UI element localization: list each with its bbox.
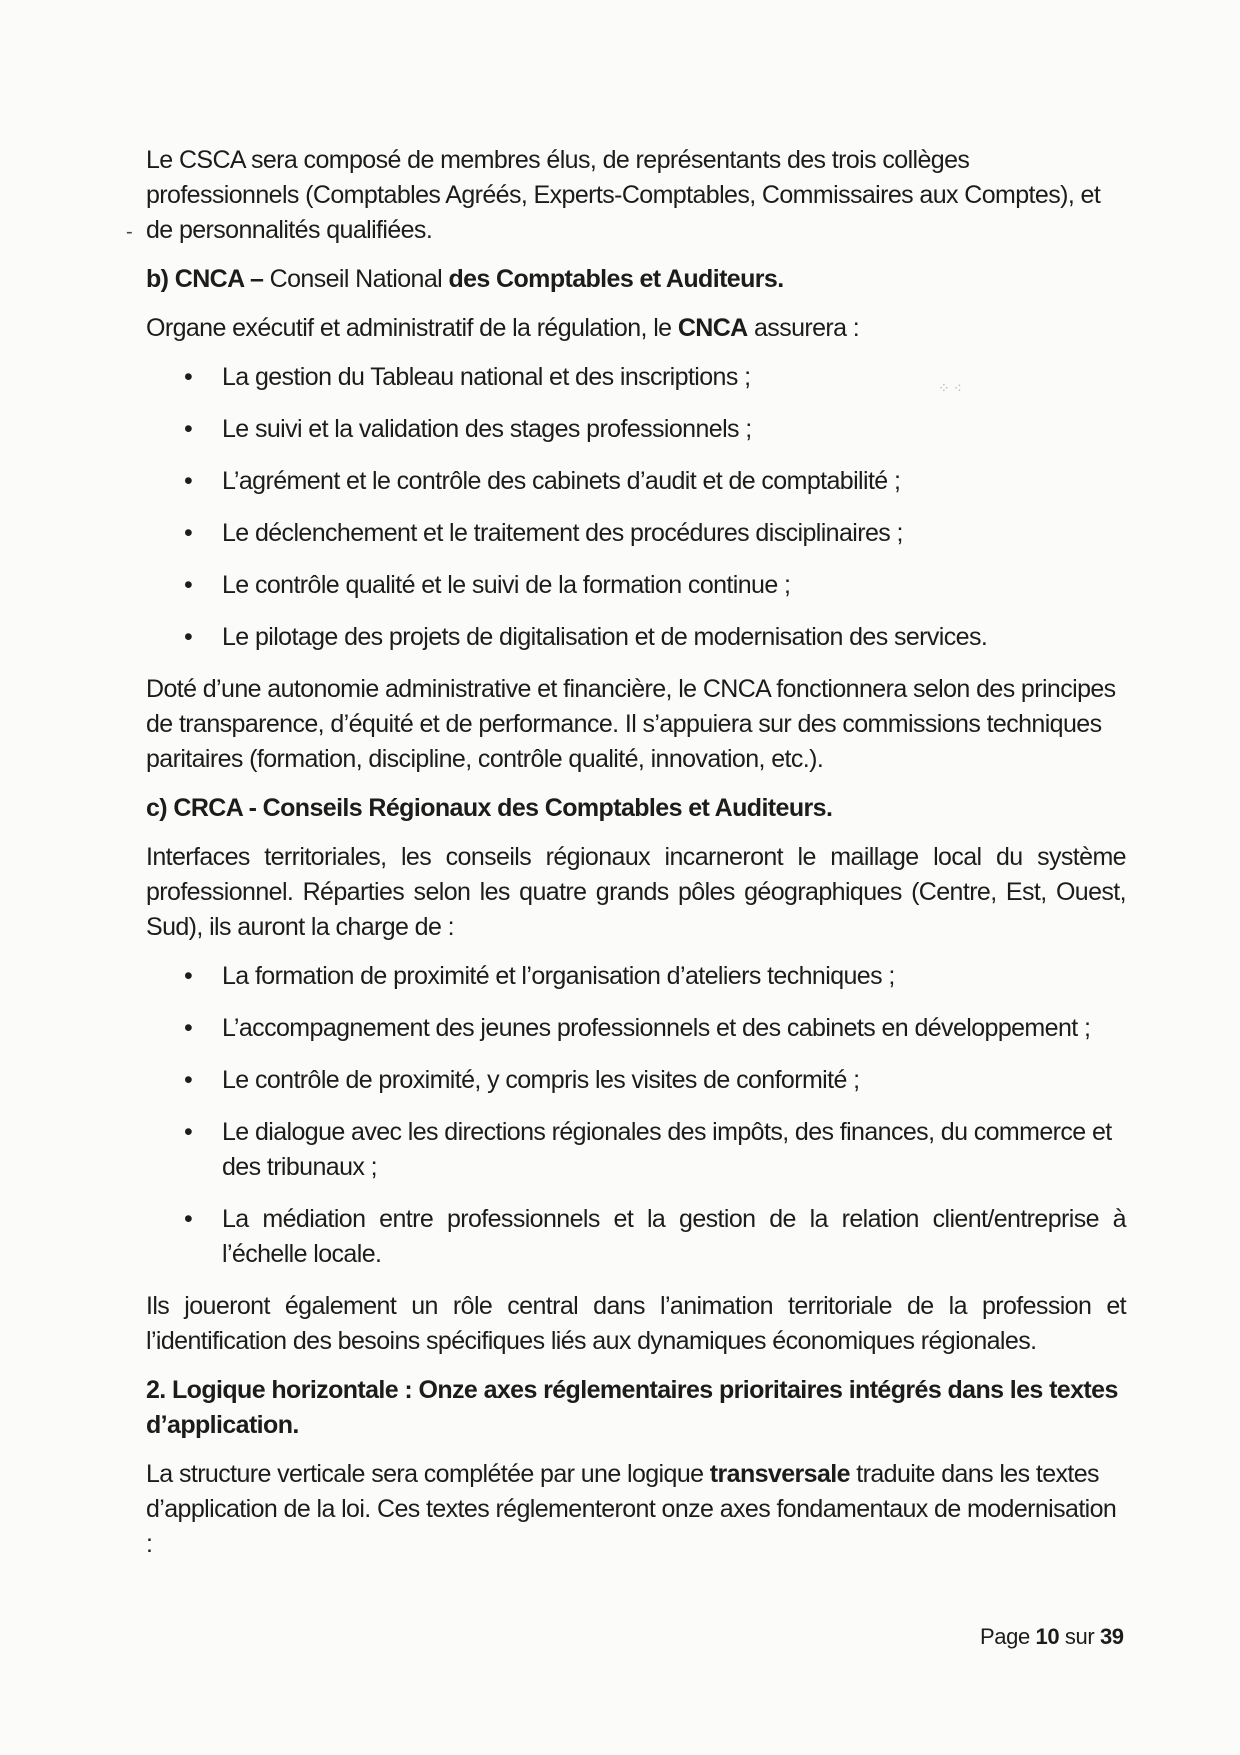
- list-item: • L’agrément et le contrôle des cabinets d’audit et de comptabilité ;: [146, 464, 1126, 499]
- list-item: • La médiation entre professionnels et la gestion de la relation client/entreprise à l’échelle locale.: [146, 1202, 1126, 1272]
- section-c-closing: Ils joueront également un rôle central dans l’animation territoriale de la profession et l’identification des besoins spécifiques liés aux dynamiques économiques régionales.: [146, 1292, 1126, 1355]
- page-number: 10: [1035, 1624, 1060, 1649]
- list-item: • Le contrôle qualité et le suivi de la formation continue ;: [146, 568, 1126, 603]
- section-b-heading: [146, 262, 1126, 297]
- list-item: • Le pilotage des projets de digitalisation et de modernisation des services.: [146, 620, 1126, 655]
- intro-paragraph: Le CSCA sera composé de membres élus, de représentants des trois collèges professionnels (Comptables Agréés, Experts-Comptables, Commissaires aux Comptes), et de personnalités qualifiées.: [146, 146, 1101, 244]
- section-b-bold: des Comptables et Auditeurs.: [448, 265, 784, 293]
- section-c-lead: Interfaces territoriales, les conseils régionaux incarneront le maillage local du système professionnel. Réparties selon les quatre grands pôles géographiques (Centre, Est, Ouest, Sud), ils auront la charge de :: [146, 843, 1126, 941]
- section-b-closing: Doté d’une autonomie administrative et financière, le CNCA fonctionnera selon des principes de transparence, d’équité et de performance. Il s’appuiera sur des commissions techniques paritaires (formation, discipline, contrôle qualité, innovation, etc.).: [146, 675, 1116, 773]
- section-2-lead-text: La structure verticale sera complétée par une logique: [146, 1460, 710, 1488]
- section-c-heading: c) CRCA - Conseils Régionaux des Comptables et Auditeurs.: [146, 794, 833, 822]
- section-b-mid: Conseil National: [269, 265, 449, 293]
- section-c-list: [146, 959, 1126, 1272]
- list-item: • La formation de proximité et l’organisation d’ateliers techniques ;: [146, 959, 1126, 994]
- footer-sur: sur: [1059, 1624, 1100, 1649]
- margin-mark: -: [126, 221, 133, 243]
- scan-artifact: ⁘ ⁖: [938, 380, 962, 396]
- list-item: • Le suivi et la validation des stages professionnels ;: [146, 412, 1126, 447]
- page-footer: [980, 1624, 1124, 1650]
- section-b-prefix: b) CNCA –: [146, 265, 270, 293]
- list-item: • Le déclenchement et le traitement des procédures disciplinaires ;: [146, 516, 1126, 551]
- section-b-lead-bold: CNCA: [677, 314, 748, 342]
- section-2-lead-bold: transversale: [709, 1460, 850, 1488]
- list-item: • Le contrôle de proximité, y compris les visites de conformité ;: [146, 1063, 1126, 1098]
- section-b-list: [146, 360, 1126, 655]
- list-item: • Le dialogue avec les directions régionales des impôts, des finances, du commerce et des tribunaux ;: [146, 1115, 1126, 1185]
- page-body: [146, 143, 1126, 1576]
- list-item: • La gestion du Tableau national et des inscriptions ;: [146, 360, 1126, 395]
- section-2-lead-end: traduite dans les textes d’application de la loi. Ces textes réglementeront onze axes fondamentaux de modernisation :: [146, 1460, 1117, 1558]
- page-total: 39: [1099, 1624, 1124, 1649]
- section-b-lead-text: Organe exécutif et administratif de la régulation, le: [146, 314, 678, 342]
- section-b-lead-end: assurera :: [747, 314, 860, 342]
- list-item: • L’accompagnement des jeunes professionnels et des cabinets en développement ;: [146, 1011, 1126, 1046]
- footer-page-word: Page: [980, 1624, 1036, 1649]
- section-b-lead: [146, 311, 1126, 346]
- section-2-heading: 2. Logique horizontale : Onze axes réglementaires prioritaires intégrés dans les textes d’application.: [146, 1376, 1118, 1439]
- section-2-lead: [146, 1457, 1126, 1562]
